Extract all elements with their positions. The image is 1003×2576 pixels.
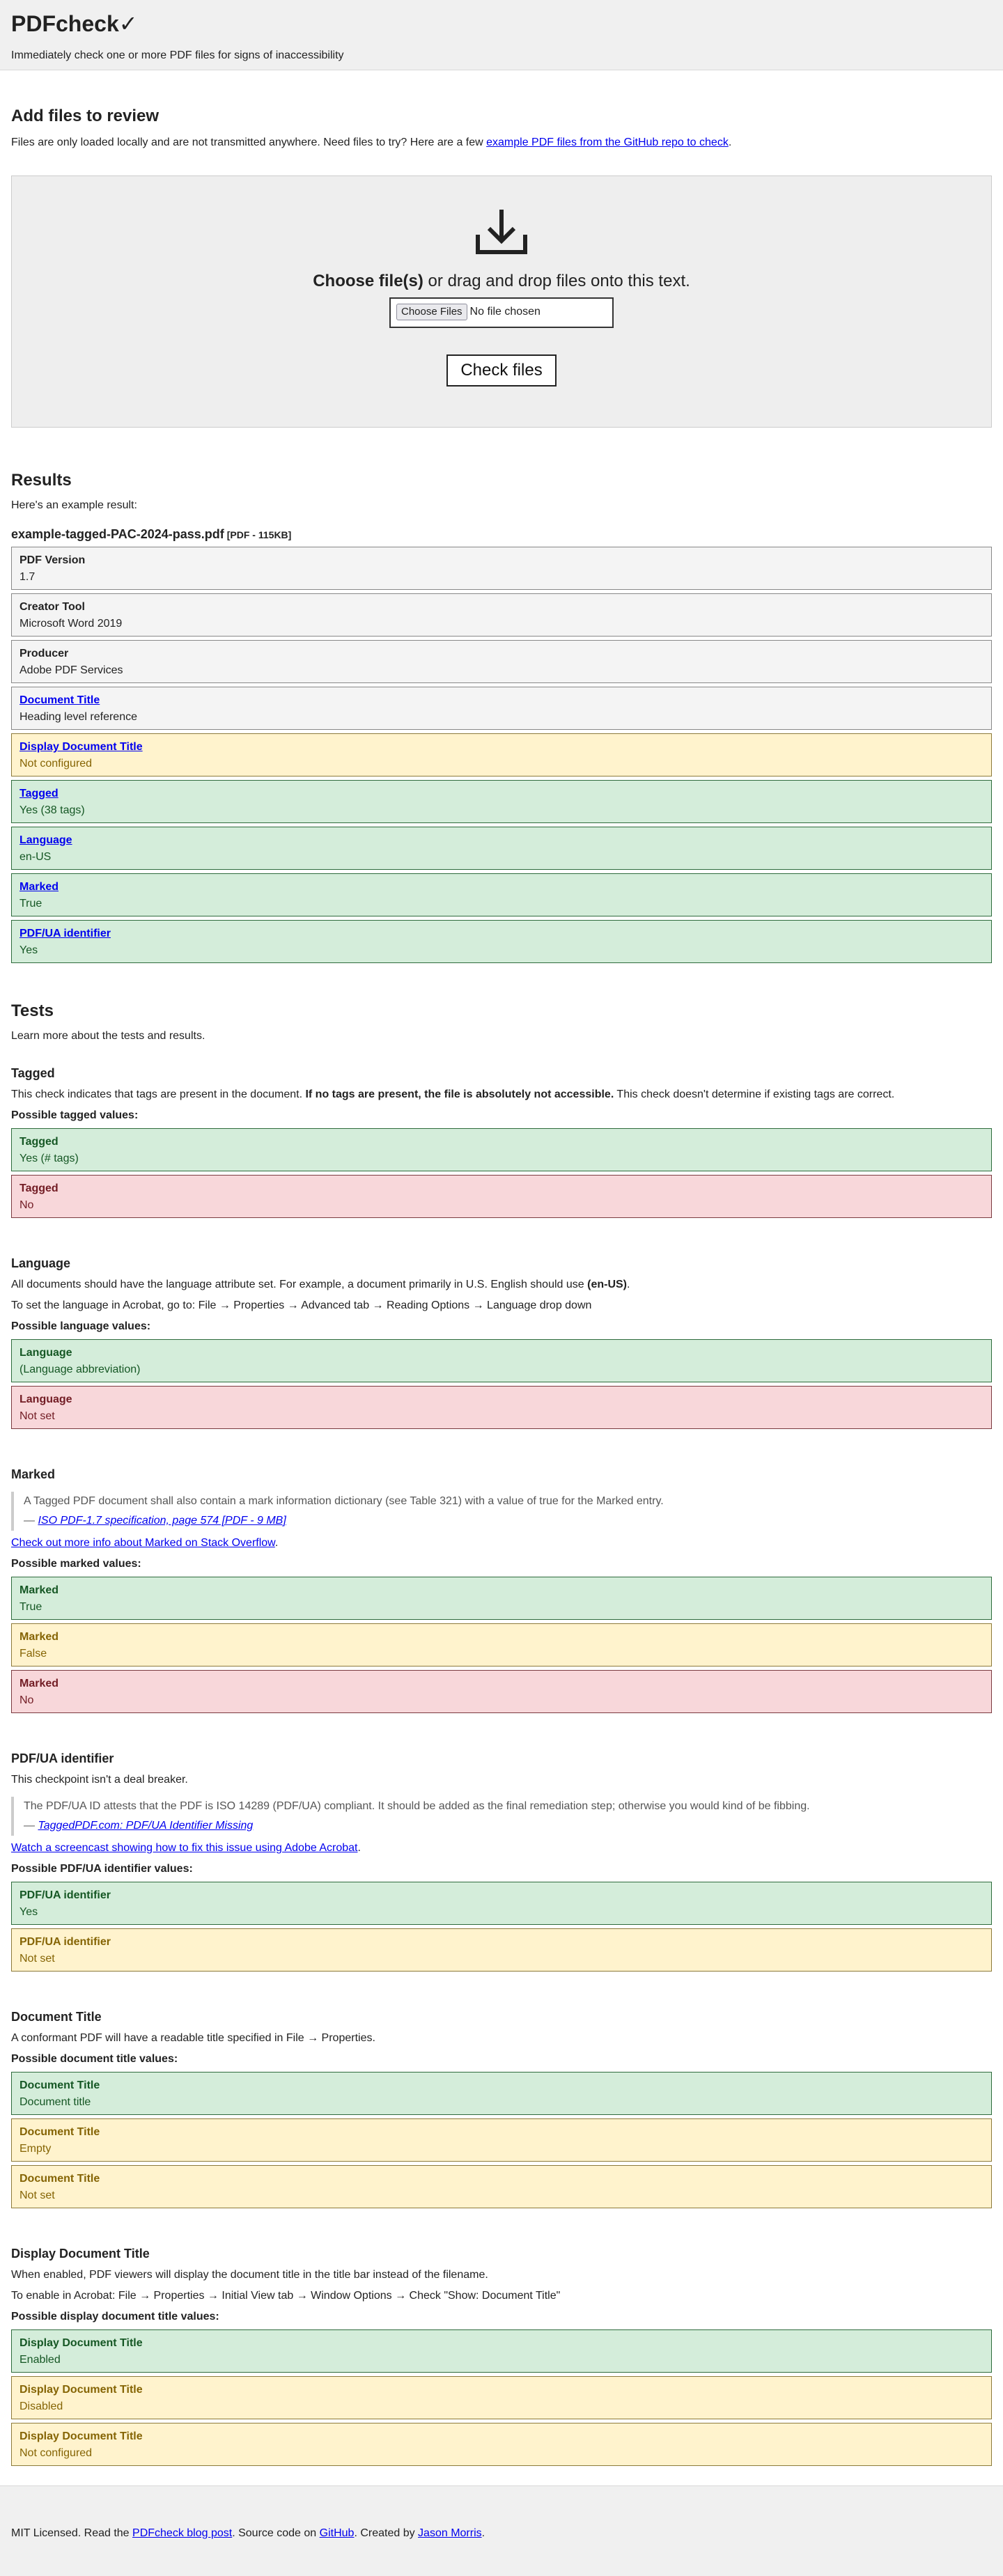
- result-card-value: Not set: [20, 1410, 55, 1422]
- result-card-creator-tool: [11, 593, 992, 637]
- language-possible-label: Possible language values:: [11, 1320, 151, 1332]
- pdfua-cite-dash: —: [24, 1820, 38, 1832]
- result-card-tagged: [11, 780, 992, 823]
- example-files-link[interactable]: example PDF files from the GitHub repo to check: [486, 136, 729, 148]
- result-card-label: Tagged: [20, 1182, 59, 1194]
- result-card-value: Not set: [20, 1953, 55, 1965]
- result-card-value: Yes: [20, 944, 38, 956]
- add-files-heading: Add files to review: [11, 107, 160, 125]
- result-card-language: [11, 827, 992, 870]
- result-card-label: Language: [20, 1394, 72, 1405]
- add-files-section: [11, 70, 992, 428]
- language-desc-bold: (en-US): [587, 1279, 628, 1290]
- result-card-label: Creator Tool: [20, 601, 85, 613]
- result-card-pdf-ua-identifier: [11, 1882, 992, 1925]
- dropzone-prompt: [12, 271, 991, 292]
- site-header: [0, 0, 1003, 70]
- github-link[interactable]: GitHub: [319, 2527, 355, 2539]
- language-howto: To set the language in Acrobat, go to: File → Properties → Advanced tab → Reading Options → Language drop down: [11, 1299, 592, 1311]
- add-files-note-text: Files are only loaded locally and are not transmitted anywhere. Need files to try? Here are a few: [11, 136, 487, 148]
- result-card-display-document-title: [11, 733, 992, 776]
- drag-drop-text: or drag and drop files onto this text.: [423, 272, 690, 290]
- test-marked-heading: Marked: [11, 1467, 56, 1481]
- result-card-tagged: [11, 1175, 992, 1218]
- marked-values: [11, 1577, 992, 1713]
- result-card-document-title: [11, 2165, 992, 2208]
- result-card-value: True: [20, 898, 42, 910]
- language-desc-text: All documents should have the language attribute set. For example, a document primarily in U.S. English should use: [11, 1279, 588, 1290]
- display-title-possible-label: Possible display document title values:: [11, 2311, 219, 2323]
- results-intro: Here's an example result:: [11, 499, 137, 511]
- result-card-language: [11, 1386, 992, 1429]
- result-card-value: Not set: [20, 2189, 55, 2201]
- test-tagged-heading: Tagged: [11, 1066, 55, 1080]
- result-card-label: [20, 692, 983, 709]
- pdfua-more: [11, 1840, 992, 1857]
- pdfua-quote-text: The PDF/UA ID attests that the PDF is ISO 14289 (PDF/UA) compliant. It should be added as the final remediation step; otherwise you would kind of be fibbing.: [24, 1800, 810, 1812]
- result-card-value: 1.7: [20, 571, 36, 583]
- result-card-value: (Language abbreviation): [20, 1364, 141, 1375]
- result-card-value: Microsoft Word 2019: [20, 618, 123, 630]
- test-marked: [11, 1465, 992, 1713]
- choose-files-text: Choose file(s): [313, 272, 423, 290]
- test-document-title: [11, 2008, 992, 2208]
- result-card-label: Display Document Title: [20, 2337, 143, 2349]
- test-document-title-heading: Document Title: [11, 2010, 102, 2024]
- check-files-button[interactable]: Check files: [446, 354, 557, 387]
- result-card-tagged: [11, 1128, 992, 1171]
- result-card-marked: [11, 1670, 992, 1713]
- result-card-label: Tagged: [20, 1136, 59, 1148]
- result-card-value: Enabled: [20, 2354, 61, 2366]
- result-card-label: [20, 926, 983, 942]
- result-card-marked: [11, 1577, 992, 1620]
- file-status: No file chosen: [469, 306, 541, 318]
- stack-overflow-link[interactable]: Check out more info about Marked on Stack Overflow: [11, 1537, 275, 1549]
- marked-quote-text: A Tagged PDF document shall also contain a mark information dictionary (see Table 321) with a value of true for the Marked entry.: [24, 1495, 664, 1507]
- add-files-note: [11, 134, 992, 151]
- footer-text-3: . Created by: [354, 2527, 419, 2539]
- result-card-value: Yes (# tags): [20, 1153, 79, 1164]
- result-card-marked: [11, 1623, 992, 1666]
- footer-text-2: . Source code on: [232, 2527, 320, 2539]
- result-card-value: Yes (38 tags): [20, 804, 85, 816]
- result-card-value: No: [20, 1199, 34, 1211]
- tagged-desc-end: This check doesn't determine if existing tags are correct.: [614, 1088, 895, 1100]
- result-card-display-document-title: [11, 2376, 992, 2419]
- result-card-label: [20, 879, 983, 896]
- result-card-label: Marked: [20, 1678, 59, 1689]
- test-display-title: [11, 2245, 992, 2466]
- result-card-value: Not configured: [20, 2447, 93, 2459]
- result-card-label: Marked: [20, 1584, 59, 1596]
- pdfua-quote-cite: [24, 1818, 992, 1834]
- doc-title-values: [11, 2072, 992, 2208]
- display-title-howto: To enable in Acrobat: File → Properties → Initial View tab → Window Options → Check "Show: Document Title": [11, 2290, 561, 2302]
- tagged-desc-text: This check indicates that tags are present in the document.: [11, 1088, 306, 1100]
- result-card-value: Disabled: [20, 2401, 63, 2412]
- marked-quote: [11, 1492, 992, 1531]
- file-dropzone[interactable]: [11, 175, 992, 428]
- result-card-label: Document Title: [20, 2079, 100, 2091]
- screencast-link[interactable]: Watch a screencast showing how to fix this issue using Adobe Acrobat: [11, 1842, 358, 1854]
- result-card-value: Document title: [20, 2096, 91, 2108]
- test-tagged: [11, 1064, 992, 1218]
- tagged-values: [11, 1128, 992, 1218]
- result-card-label: PDF Version: [20, 554, 86, 566]
- result-label-link[interactable]: Marked: [20, 881, 59, 893]
- test-language: [11, 1254, 992, 1429]
- result-card-label: Document Title: [20, 2173, 100, 2185]
- author-link[interactable]: Jason Morris: [418, 2527, 482, 2539]
- pdfua-desc: This checkpoint isn't a deal breaker.: [11, 1774, 188, 1786]
- tests-heading: Tests: [11, 1001, 54, 1020]
- results-section: [11, 428, 992, 963]
- result-card-value: Heading level reference: [20, 711, 137, 723]
- doc-title-possible-label: Possible document title values:: [11, 2053, 178, 2065]
- result-card-label: Producer: [20, 648, 69, 659]
- test-pdfua-heading: PDF/UA identifier: [11, 1751, 114, 1765]
- result-card-label: Display Document Title: [20, 2384, 143, 2396]
- result-card-value: No: [20, 1694, 34, 1706]
- test-display-title-heading: Display Document Title: [11, 2247, 150, 2261]
- result-label-link[interactable]: PDF/UA identifier: [20, 928, 111, 939]
- add-files-note-end: .: [728, 136, 732, 148]
- pdfua-possible-label: Possible PDF/UA identifier values:: [11, 1863, 193, 1875]
- pdfua-quote: [11, 1797, 992, 1836]
- test-tagged-desc: [11, 1086, 992, 1103]
- result-card-label: [20, 832, 983, 849]
- marked-more: [11, 1535, 992, 1552]
- result-card-label: Language: [20, 1347, 72, 1359]
- result-file-name: example-tagged-PAC-2024-pass.pdf: [11, 527, 224, 541]
- result-label-link[interactable]: Document Title: [20, 694, 100, 706]
- result-card-label: Marked: [20, 1631, 59, 1643]
- result-card-label: [20, 786, 983, 802]
- marked-quote-cite: [24, 1513, 992, 1529]
- result-file-header: [11, 525, 992, 544]
- result-card-label: PDF/UA identifier: [20, 1936, 111, 1948]
- result-card-value: Yes: [20, 1906, 38, 1918]
- blog-post-link[interactable]: PDFcheck blog post: [132, 2527, 233, 2539]
- results-heading: Results: [11, 471, 72, 490]
- taggedpdf-link[interactable]: TaggedPDF.com: PDF/UA Identifier Missing: [38, 1820, 254, 1832]
- language-values: [11, 1339, 992, 1429]
- result-card-label: [20, 739, 983, 756]
- result-card-value: Adobe PDF Services: [20, 664, 123, 676]
- choose-files-button[interactable]: Choose Files: [396, 304, 467, 320]
- result-card-pdf-version: [11, 547, 992, 590]
- marked-cite-dash: —: [24, 1515, 38, 1527]
- result-card-pdf-ua-identifier: [11, 920, 992, 963]
- language-desc-end: .: [627, 1279, 630, 1290]
- result-card-label: Document Title: [20, 2126, 100, 2138]
- result-card-pdf-ua-identifier: [11, 1928, 992, 1972]
- result-label-link[interactable]: Tagged: [20, 788, 59, 799]
- result-card-display-document-title: [11, 2329, 992, 2373]
- footer-text-4: .: [481, 2527, 485, 2539]
- display-title-desc: When enabled, PDF viewers will display the document title in the title bar instead of the filename.: [11, 2269, 488, 2281]
- result-card-document-title: [11, 2072, 992, 2115]
- download-icon: [475, 207, 528, 256]
- test-language-desc: [11, 1277, 992, 1293]
- main-content: [0, 70, 1003, 2466]
- result-card-marked: [11, 873, 992, 916]
- pdfua-values: [11, 1882, 992, 1972]
- marked-possible-label: Possible marked values:: [11, 1558, 141, 1570]
- result-label-link[interactable]: Language: [20, 834, 72, 846]
- test-pdfua: [11, 1749, 992, 1972]
- result-card-label: PDF/UA identifier: [20, 1889, 111, 1901]
- result-card-label: Display Document Title: [20, 2430, 143, 2442]
- result-card-document-title: [11, 2118, 992, 2162]
- result-card-value: Not configured: [20, 758, 93, 770]
- footer-text-1: MIT Licensed. Read the: [11, 2527, 133, 2539]
- pdfua-more-end: .: [357, 1842, 361, 1854]
- tests-intro: Learn more about the tests and results.: [11, 1030, 205, 1042]
- tagged-possible-label: Possible tagged values:: [11, 1109, 139, 1121]
- result-card-value: en-US: [20, 851, 52, 863]
- doc-title-desc: A conformant PDF will have a readable title specified in File → Properties.: [11, 2032, 375, 2044]
- site-title: PDFcheck✓: [11, 11, 138, 36]
- test-language-heading: Language: [11, 1256, 71, 1270]
- display-title-values: [11, 2329, 992, 2466]
- result-card-document-title: [11, 687, 992, 730]
- result-card-value: False: [20, 1648, 47, 1660]
- result-card-language: [11, 1339, 992, 1382]
- tests-section: [11, 967, 992, 2466]
- result-card-value: True: [20, 1601, 42, 1613]
- marked-more-end: .: [274, 1537, 279, 1549]
- file-input[interactable]: [389, 297, 614, 328]
- site-footer: [0, 2485, 1003, 2576]
- iso-spec-link[interactable]: ISO PDF-1.7 specification, page 574 [PDF - 9 MB]: [38, 1515, 286, 1527]
- result-card-display-document-title: [11, 2423, 992, 2466]
- results-list: [11, 547, 992, 963]
- tagged-desc-bold: If no tags are present, the file is absolutely not accessible.: [305, 1088, 614, 1100]
- result-card-producer: [11, 640, 992, 683]
- site-tagline: Immediately check one or more PDF files for signs of inaccessibility: [11, 49, 344, 61]
- result-label-link[interactable]: Display Document Title: [20, 741, 143, 753]
- result-file-meta: [PDF - 115KB]: [226, 529, 292, 540]
- result-card-value: Empty: [20, 2143, 52, 2155]
